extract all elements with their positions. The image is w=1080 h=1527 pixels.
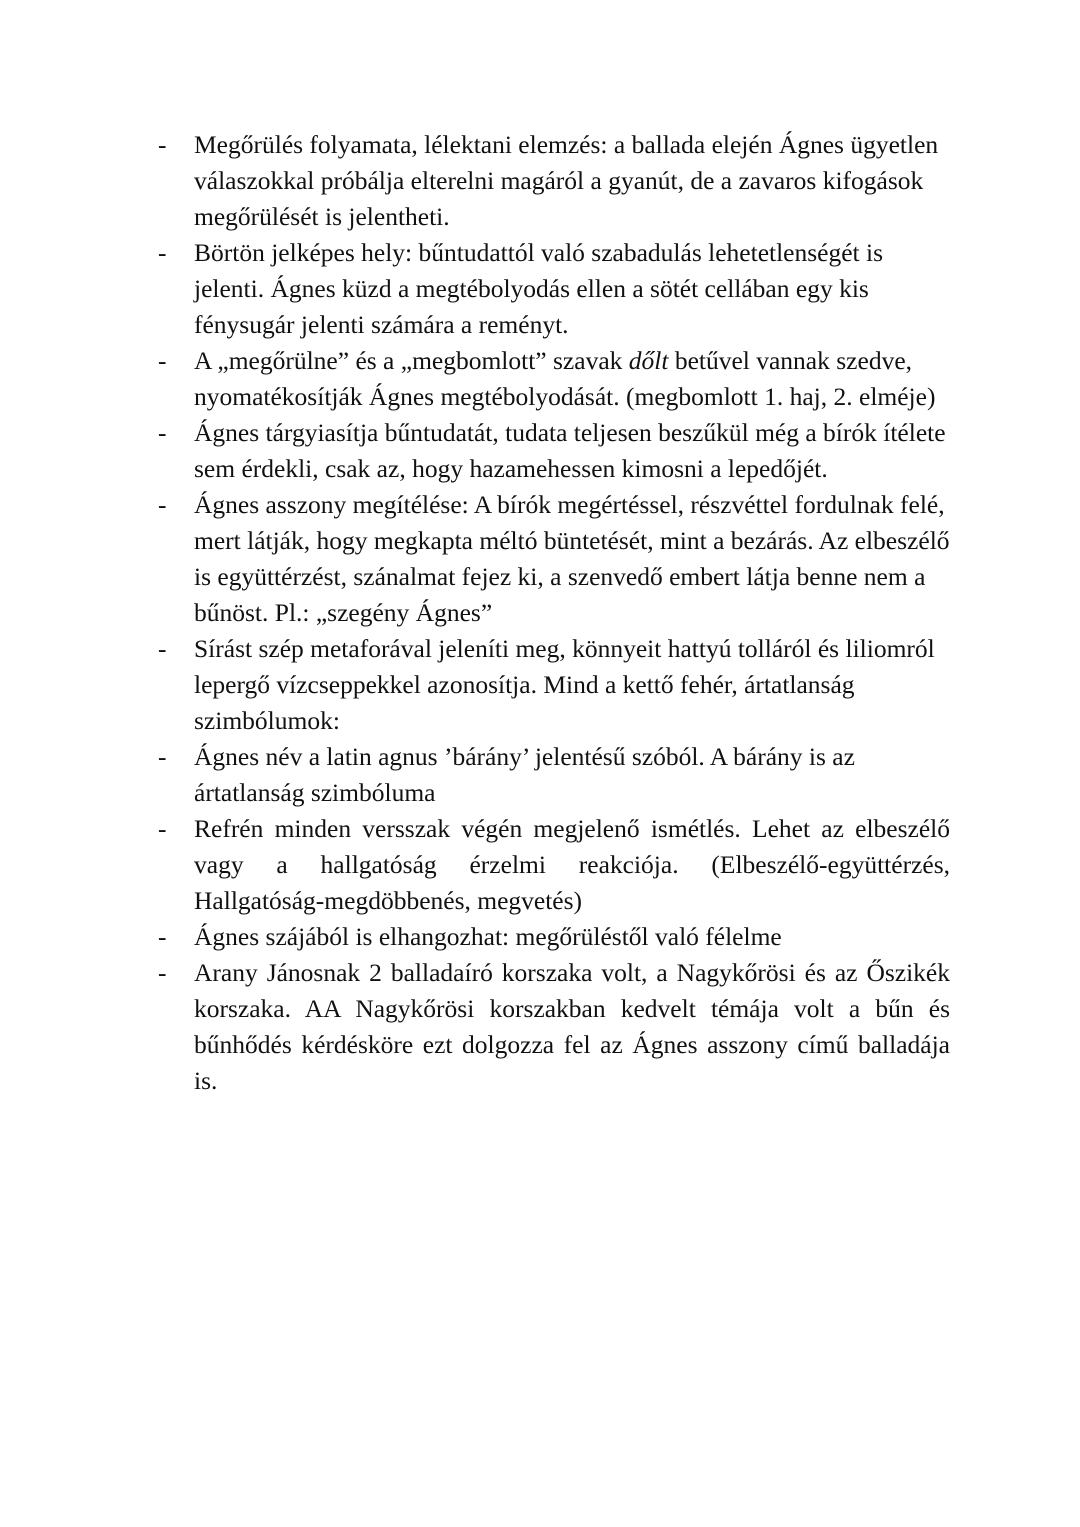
bullet-dash: - (158, 814, 167, 843)
bullet-dash: - (158, 346, 167, 375)
bullet-dash: - (158, 238, 167, 267)
bullet-list (158, 127, 958, 1099)
list-item-text: Sírást szép metaforával jeleníti meg, könnyeit hattyú tolláról és liliomról lepergő vízcseppekkel azonosítja. Mind a kettő fehér, ártatlanság szimbólumok: (194, 634, 935, 735)
bullet-dash: - (158, 742, 167, 771)
list-item-text: Ágnes név a latin agnus ’bárány’ jelentésű szóból. A bárány is az ártatlanság szimbóluma (194, 742, 855, 807)
list-item-text-end: betűvel vannak szedve, nyomatékosítják Ágnes megtébolyodását. (megbomlott 1. haj, 2. elméje) (194, 346, 936, 411)
list-item (158, 739, 958, 811)
list-item-text: Ágnes tárgyiasítja bűntudatát, tudata teljesen beszűkül még a bírók ítélete sem érdekli, csak az, hogy hazamehessen kimosni a lepedőjét. (194, 418, 946, 483)
list-item-text: Megőrülés folyamata, lélektani elemzés: a ballada elején Ágnes ügyetlen válaszokkal próbálja elterelni magáról a gyanút, de a zavaros kifogások megőrülését is jelentheti. (194, 130, 939, 231)
list-item-text: Refrén minden versszak végén megjelenő ismétlés. Lehet az elbeszélő vagy a hallgatóság érzelmi reakciója. (Elbeszélő-együttérzés, Hallgatóság-megdöbbenés, megvetés) (194, 814, 950, 915)
list-item (158, 343, 958, 415)
list-item-text: Ágnes asszony megítélése: A bírók megértéssel, részvéttel fordulnak felé, mert látják, hogy megkapta méltó büntetését, mint a bezárás. Az elbeszélő is együttérzést, szánalmat fejez ki, a szenvedő embert látja benne nem a bűnöst. Pl.: „szegény Ágnes” (194, 490, 950, 627)
bullet-dash: - (158, 490, 167, 519)
bullet-dash: - (158, 130, 167, 159)
bullet-dash: - (158, 922, 167, 951)
list-item-text: Ágnes szájából is elhangozhat: megőrüléstől való félelme (194, 922, 782, 951)
list-item (158, 811, 958, 919)
list-item (158, 955, 958, 1099)
italic-word: dőlt (628, 346, 669, 375)
list-item-text: Börtön jelképes hely: bűntudattól való szabadulás lehetetlenségét is jelenti. Ágnes küzd a megtébolyodás ellen a sötét cellában egy kis fénysugár jelenti számára a reményt. (194, 238, 884, 339)
list-item-text (194, 343, 950, 415)
list-item (158, 127, 958, 235)
list-item (158, 919, 958, 955)
list-item (158, 415, 958, 487)
list-item-text-start: A „megőrülne” és a „megbomlott” szavak (194, 346, 629, 375)
bullet-dash: - (158, 418, 167, 447)
bullet-dash: - (158, 958, 167, 987)
list-item (158, 235, 958, 343)
list-item (158, 631, 958, 739)
list-item-text: Arany Jánosnak 2 balladaíró korszaka volt, a Nagykőrösi és az Őszikék korszaka. AA Nagykőrösi korszakban kedvelt témája volt a bűn és bűnhődés kérdésköre ezt dolgozza fel az Ágnes asszony című balladája is. (194, 958, 950, 1095)
list-item (158, 487, 958, 631)
bullet-dash: - (158, 634, 167, 663)
